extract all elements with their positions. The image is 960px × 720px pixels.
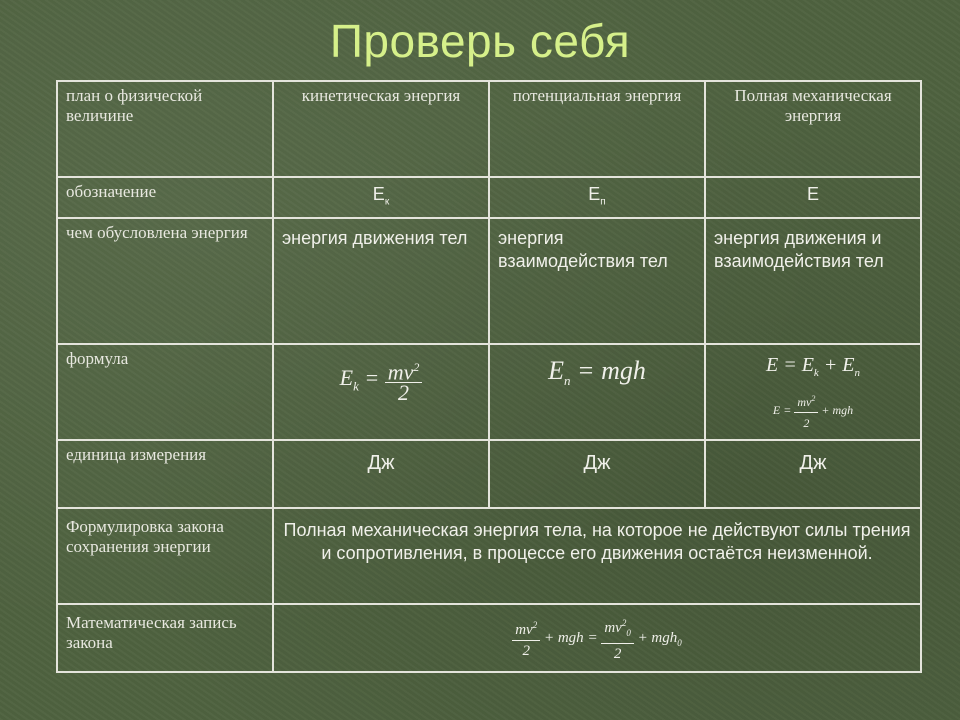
law-row — [57, 508, 921, 604]
formula-total — [705, 344, 921, 440]
cause-label: чем обусловлена энергия — [57, 218, 273, 344]
unit-kinetic: Дж — [273, 440, 489, 508]
cause-kinetic: энергия движения тел — [273, 218, 489, 344]
unit-label: единица измерения — [57, 440, 273, 508]
formula-row — [57, 344, 921, 440]
unit-row — [57, 440, 921, 508]
math-label: Математическая запись закона — [57, 604, 273, 672]
designation-row — [57, 177, 921, 218]
formula-total-line2: E = $\frac{mv^2}{2}$ + mgh — [710, 383, 916, 433]
header-cell-total: Полная механическая энергия — [705, 81, 921, 177]
math-row — [57, 604, 921, 672]
formula-kinetic: $E_k$ = $\frac{mv^2}{2}$ — [273, 344, 489, 440]
header-cell-potential: потенциальная энергия — [489, 81, 705, 177]
cause-total: энергия движения и взаимодействия тел — [705, 218, 921, 344]
header-row — [57, 81, 921, 177]
unit-total: Дж — [705, 440, 921, 508]
formula-label: формула — [57, 344, 273, 440]
cause-potential: энергия взаимодействия тел — [489, 218, 705, 344]
energy-table — [56, 80, 922, 673]
header-cell-kinetic: кинетическая энергия — [273, 81, 489, 177]
designation-label: обозначение — [57, 177, 273, 218]
law-label: Формулировка закона сохранения энергии — [57, 508, 273, 604]
math-formula: $\frac{mv^2}{2}$ + mgh = $\frac{mv^2_0}{2}$ + mgh$_0$ — [273, 604, 921, 672]
formula-total-line1: $E = E_k + E_n$ — [765, 353, 861, 379]
designation-total: Е — [705, 177, 921, 218]
law-text: Полная механическая энергия тела, на которое не действуют силы трения и сопротивления, в процессе его движения остаётся неизменной. — [273, 508, 921, 604]
cause-row — [57, 218, 921, 344]
formula-potential: $E_п$ = mgh — [489, 344, 705, 440]
header-cell-plan: план о физической величине — [57, 81, 273, 177]
designation-kinetic: $Е_к$ — [273, 177, 489, 218]
slide-title: Проверь себя — [329, 15, 631, 67]
unit-potential: Дж — [489, 440, 705, 508]
designation-potential: $Е_п$ — [489, 177, 705, 218]
